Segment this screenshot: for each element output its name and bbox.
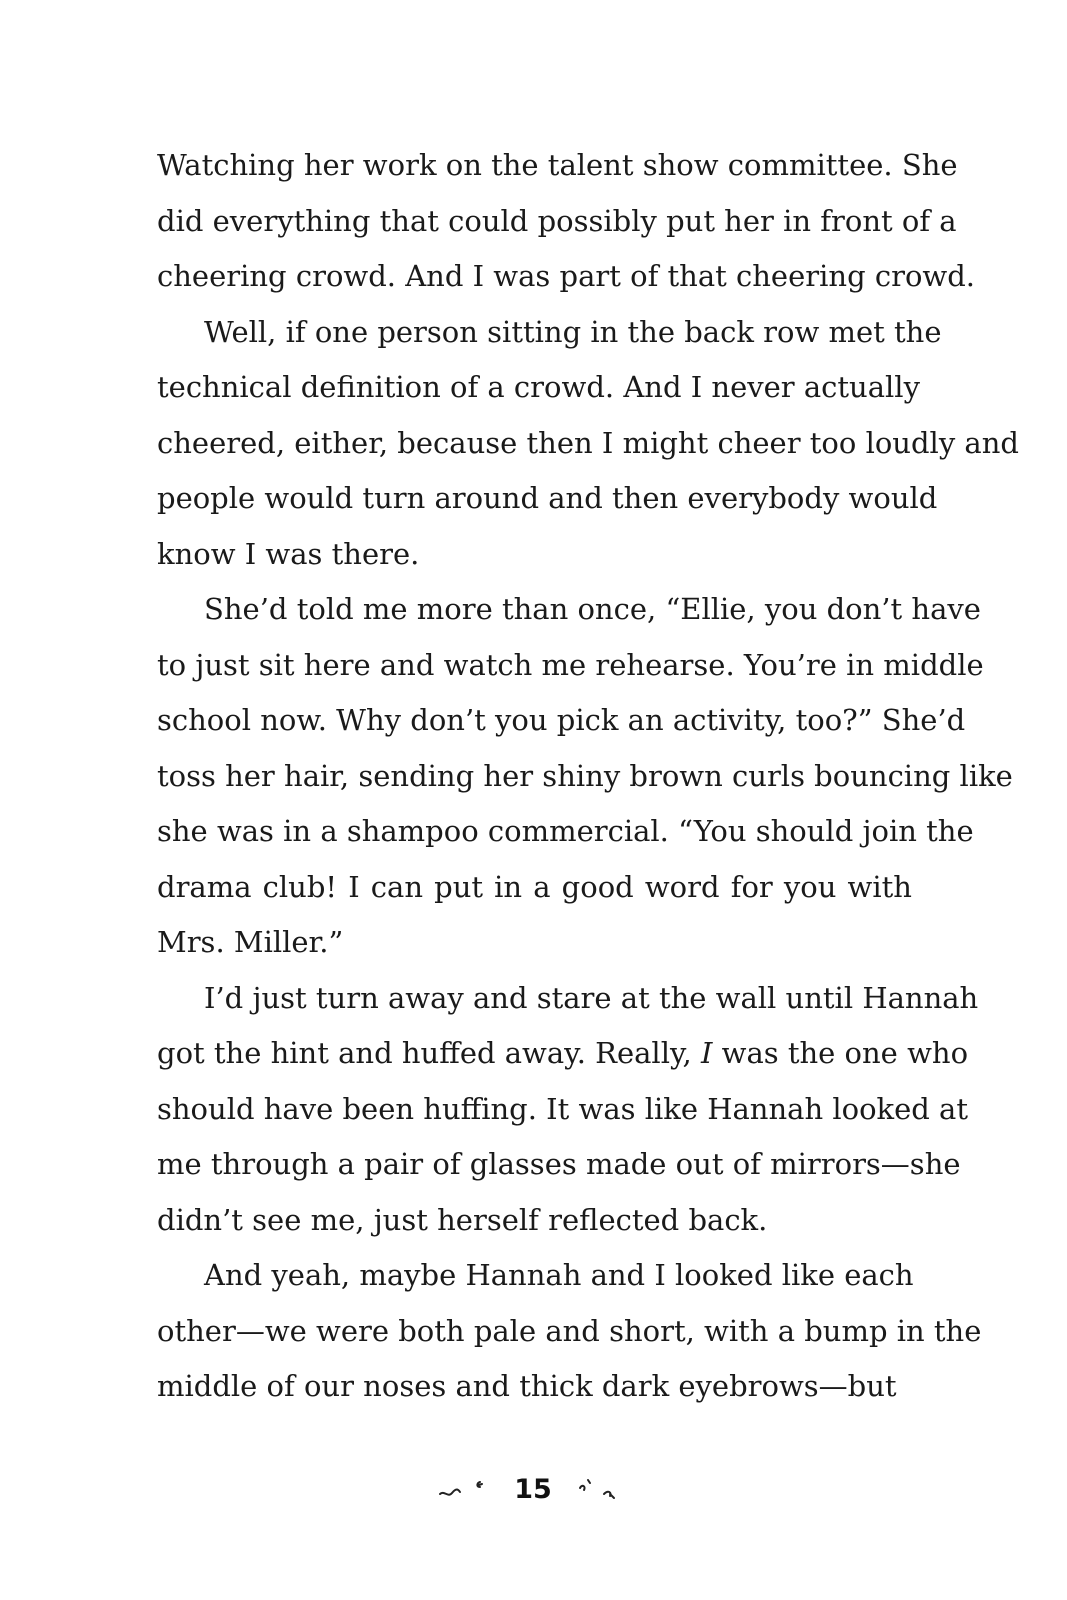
text-line: drama club! I can put in a good word for you with: [157, 869, 912, 904]
text-line: And yeah, maybe Hannah and I looked like each: [204, 1258, 914, 1292]
text-line: Mrs. Miller.”: [157, 925, 344, 959]
text-segment: me through a pair of glasses made out of mirrors—she: [157, 1147, 961, 1181]
text-line: She’d told me more than once, “Ellie, you don’t have: [204, 592, 981, 626]
text-line: [157, 1193, 912, 1249]
squiggle-ornament-left-icon: [436, 1474, 496, 1504]
page-number: 15: [514, 1474, 552, 1505]
text-line: people would turn around and then everybody would: [157, 481, 938, 515]
text-line: Well, if one person sitting in the back row met the: [204, 314, 942, 349]
text-line: [157, 1082, 968, 1138]
text-line: she was in a shampoo commercial. “You should join the: [157, 814, 974, 848]
text-line: to just sit here and watch me rehearse. You’re in middle: [157, 647, 984, 682]
text-segment: was the one who: [712, 1036, 969, 1070]
body-text: [157, 138, 1019, 1415]
paragraph: [157, 582, 1013, 971]
paragraph: [157, 138, 976, 305]
text-line: other—we were both pale and short, with a bump in the: [157, 1313, 982, 1348]
text-line: middle of our noses and thick dark eyebrows—but: [157, 1369, 897, 1403]
text-line: know I was there.: [157, 536, 420, 571]
text-line: did everything that could possibly put her in front of a: [157, 203, 957, 238]
text-line: [157, 971, 979, 1027]
text-line: [157, 1026, 969, 1082]
text-line: cheering crowd. And I was part of that cheering crowd.: [157, 259, 976, 293]
page-footer: [0, 1474, 1067, 1514]
paragraph: [157, 1248, 982, 1415]
text-line: cheered, either, because then I might cheer too loudly and: [157, 425, 1019, 460]
paragraph: [157, 971, 979, 1249]
italic-text: I: [700, 1036, 713, 1070]
text-line: Watching her work on the talent show committee. She: [157, 148, 958, 182]
text-line: school now. Why don’t you pick an activity, too?” She’d: [157, 703, 966, 737]
text-segment: got the hint and huffed away. Really,: [157, 1036, 701, 1070]
text-segment: I’d just turn away and stare at the wall until Hannah: [204, 980, 979, 1015]
text-line: technical definition of a crowd. And I never actually: [157, 370, 920, 404]
text-segment: should have been huffing. It was like Hannah looked at: [157, 1091, 968, 1126]
text-line: [157, 1137, 961, 1193]
text-segment: didn’t see me, just herself reflected back.: [157, 1202, 768, 1237]
squiggle-ornament-right-icon: [570, 1474, 630, 1504]
text-line: toss her hair, sending her shiny brown curls bouncing like: [157, 758, 1013, 793]
paragraph: [157, 305, 1019, 583]
